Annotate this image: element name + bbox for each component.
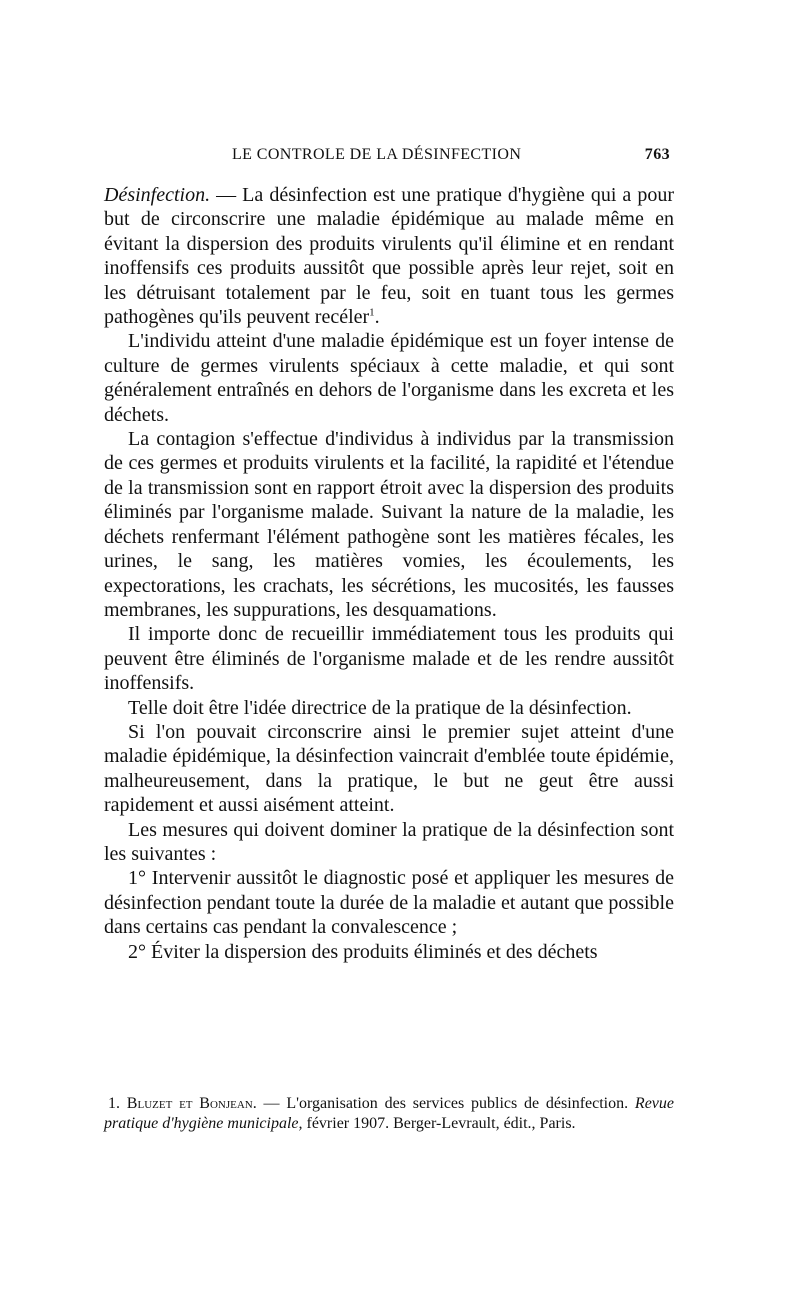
paragraph-5: Telle doit être l'idée directrice de la pratique de la désinfection. — [128, 696, 632, 719]
page-number: 763 — [644, 146, 670, 163]
running-title: LE CONTROLE DE LA DÉSINFECTION — [232, 146, 522, 163]
paragraph-2: L'individu atteint d'une maladie épidémique est un foyer intense de culture de germes virulents spéciaux à cette maladie, et qui sont généralement entraînés en dehors de l'organisme dans les excreta et les déchets. — [104, 330, 674, 426]
paragraph-9: 2° Éviter la dispersion des produits éliminés et des déchets — [128, 940, 598, 963]
footnote-1 — [104, 1094, 674, 1134]
footnote-text-before: — L'organisation des services publics de désinfection. — [256, 1095, 635, 1112]
running-header — [104, 146, 674, 170]
paragraph-1-text: — La désinfection est une pratique d'hygiène qui a pour but de circonscrire une maladie épidémique au malade même en évitant la dispersion des produits virulents qu'il élimine et en rendant inoffensifs ces produits aussitôt que possible après leur rejet, soit en les détruisant totalement par le feu, soit en tuant tous les germes pathogènes qu'ils peuvent recéler — [104, 184, 674, 329]
section-lead: Désinfection. — [104, 184, 211, 206]
paragraph-3: La contagion s'effectue d'individus à individus par la transmission de ces germes et produits virulents et la facilité, la rapidité et l'étendue de la transmission sont en rapport étroit avec la dispersion des produits éliminés par l'organisme malade. Suivant la nature de la maladie, les déchets renfermant l'élément pathogène sont les matières fécales, les urines, le sang, les matières vomies, les écoulements, les expectorations, les crachats, les sécrétions, les mucosités, les fausses membranes, les suppurations, les desquamations. — [104, 428, 674, 621]
paragraph-7: Les mesures qui doivent dominer la pratique de la désinfection sont les suivantes : — [104, 818, 674, 865]
body-text — [104, 183, 674, 964]
paragraph-6: Si l'on pouvait circonscrire ainsi le premier sujet atteint d'une maladie épidémique, la désinfection vaincrait d'emblée toute épidémie, malheureusement, dans la pratique, le but ne geut être aussi rapidement et aussi aisément atteint. — [104, 720, 674, 817]
paragraph-8: 1° Intervenir aussitôt le diagnostic posé et appliquer les mesures de désinfection pendant toute la durée de la maladie et autant que possible dans certains cas pendant la convalescence ; — [104, 867, 674, 939]
footnote-journal: Revue pratique d'hygiène municipale, — [104, 1095, 674, 1132]
footnote-authors: Bluzet et Bonjean. — [126, 1095, 257, 1112]
footnotes — [104, 1094, 674, 1134]
paragraph-4: Il importe donc de recueillir immédiatement tous les produits qui peuvent être éliminés de l'organisme malade et de les rendre aussitôt inoffensifs. — [104, 623, 674, 695]
footnote-text-after: février 1907. Berger-Levrault, édit., Paris. — [302, 1115, 576, 1132]
footnote-number: 1. — [108, 1095, 120, 1112]
footnote-marker: 1 — [369, 306, 375, 319]
paragraph-1 — [104, 183, 674, 329]
paragraph-1-end: . — [374, 306, 380, 329]
